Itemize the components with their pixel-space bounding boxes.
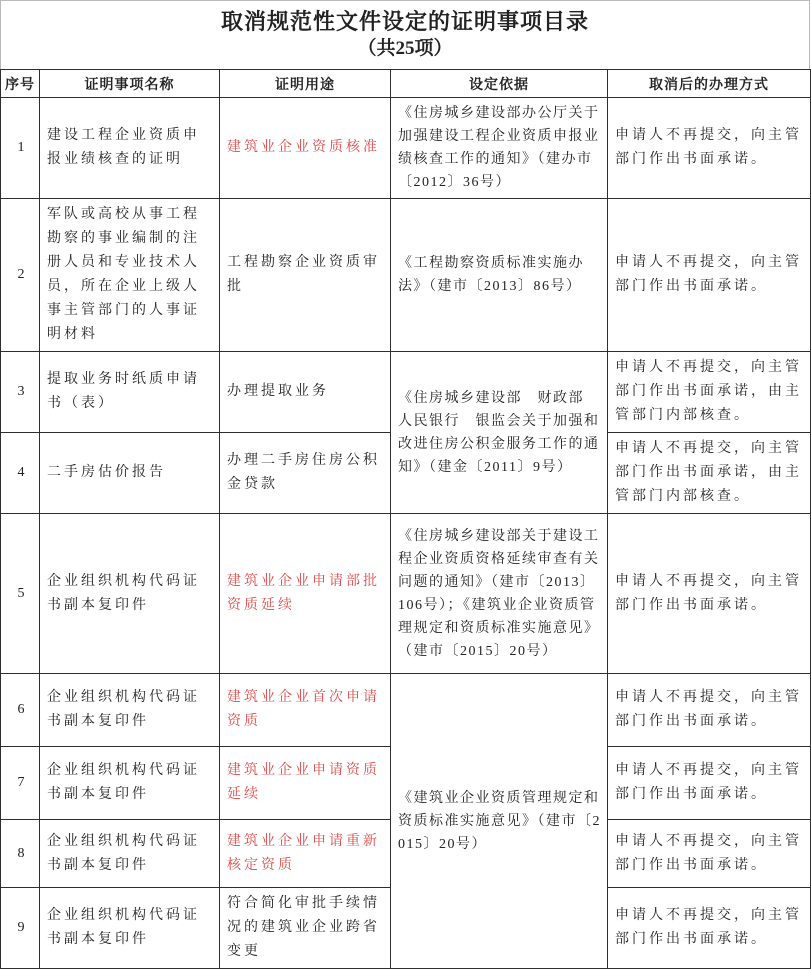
- cell-usage: 建筑业企业申请重新核定资质: [220, 820, 391, 888]
- column-header-index: 序号: [1, 70, 40, 98]
- cell-name: 企业组织机构代码证书副本复印件: [40, 820, 220, 888]
- cell-method: 申请人不再提交，向主管部门作出书面承诺。: [608, 747, 811, 820]
- cell-index: 1: [1, 98, 40, 199]
- cell-basis-merged: 《建筑业企业资质管理规定和资质标准实施意见》（建市〔2015〕20号）: [391, 674, 608, 969]
- page-subtitle: （共25项）: [357, 38, 453, 59]
- cell-name: 提取业务时纸质申请书（表）: [40, 352, 220, 433]
- table-row: [1, 514, 811, 674]
- table-row: [1, 98, 811, 199]
- cell-usage: 办理提取业务: [220, 352, 391, 433]
- header-row: [1, 70, 811, 98]
- cell-usage: 建筑业企业申请资质延续: [220, 747, 391, 820]
- column-header-name: 证明事项名称: [40, 70, 220, 98]
- cell-name: 企业组织机构代码证书副本复印件: [40, 747, 220, 820]
- cell-usage: 工程勘察企业资质审批: [220, 199, 391, 352]
- cell-basis: 《住房城乡建设部办公厅关于加强建设工程企业资质申报业绩核查工作的通知》（建办市〔2012〕36号）: [391, 98, 608, 199]
- cell-usage: 建筑业企业申请部批资质延续: [220, 514, 391, 674]
- cell-method: 申请人不再提交，向主管部门作出书面承诺。: [608, 888, 811, 969]
- cell-usage: 建筑业企业首次申请资质: [220, 674, 391, 747]
- column-header-method: 取消后的办理方式: [608, 70, 811, 98]
- table-row: [1, 199, 811, 352]
- cell-name: 建设工程企业资质申报业绩核查的证明: [40, 98, 220, 199]
- cell-method: 申请人不再提交，向主管部门作出书面承诺。: [608, 98, 811, 199]
- cell-name: 企业组织机构代码证书副本复印件: [40, 514, 220, 674]
- column-header-usage: 证明用途: [220, 70, 391, 98]
- cell-method: 申请人不再提交，向主管部门作出书面承诺。: [608, 674, 811, 747]
- cell-method: 申请人不再提交，向主管部门作出书面承诺。: [608, 820, 811, 888]
- column-header-basis: 设定依据: [391, 70, 608, 98]
- catalog-table: [0, 69, 811, 969]
- cell-index: 2: [1, 199, 40, 352]
- cell-index: 3: [1, 352, 40, 433]
- title-block: [0, 0, 810, 69]
- cell-basis: 《住房城乡建设部关于建设工程企业资质资格延续审查有关问题的通知》（建市〔2013〕106号）；《建筑业企业资质管理规定和资质标准实施意见》（建市〔2015〕20号）: [391, 514, 608, 674]
- cell-name: 二手房估价报告: [40, 433, 220, 514]
- cell-method: 申请人不再提交，向主管部门作出书面承诺。: [608, 199, 811, 352]
- cell-usage: 建筑业企业资质核准: [220, 98, 391, 199]
- table-row: [1, 674, 811, 747]
- cell-index: 9: [1, 888, 40, 969]
- cell-index: 4: [1, 433, 40, 514]
- page-title: 取消规范性文件设定的证明事项目录: [220, 9, 589, 34]
- cell-name: 军队或高校从事工程勘察的事业编制的注册人员和专业技术人员，所在企业上级人事主管部门的人事证明材料: [40, 199, 220, 352]
- cell-method: 申请人不再提交，向主管部门作出书面承诺，由主管部门内部核查。: [608, 433, 811, 514]
- cell-index: 7: [1, 747, 40, 820]
- cell-basis-merged: 《住房城乡建设部 财政部 人民银行 银监会关于加强和改进住房公积金服务工作的通知》（建金〔2011〕9号）: [391, 352, 608, 514]
- cell-method: 申请人不再提交，向主管部门作出书面承诺，由主管部门内部核查。: [608, 352, 811, 433]
- cell-usage: 办理二手房住房公积金贷款: [220, 433, 391, 514]
- cell-name: 企业组织机构代码证书副本复印件: [40, 888, 220, 969]
- cell-index: 8: [1, 820, 40, 888]
- cell-name: 企业组织机构代码证书副本复印件: [40, 674, 220, 747]
- cell-index: 5: [1, 514, 40, 674]
- cell-basis: 《工程勘察资质标准实施办法》（建市〔2013〕86号）: [391, 199, 608, 352]
- table-row: [1, 352, 811, 433]
- cell-usage: 符合简化审批手续情况的建筑业企业跨省变更: [220, 888, 391, 969]
- cell-method: 申请人不再提交，向主管部门作出书面承诺。: [608, 514, 811, 674]
- cell-index: 6: [1, 674, 40, 747]
